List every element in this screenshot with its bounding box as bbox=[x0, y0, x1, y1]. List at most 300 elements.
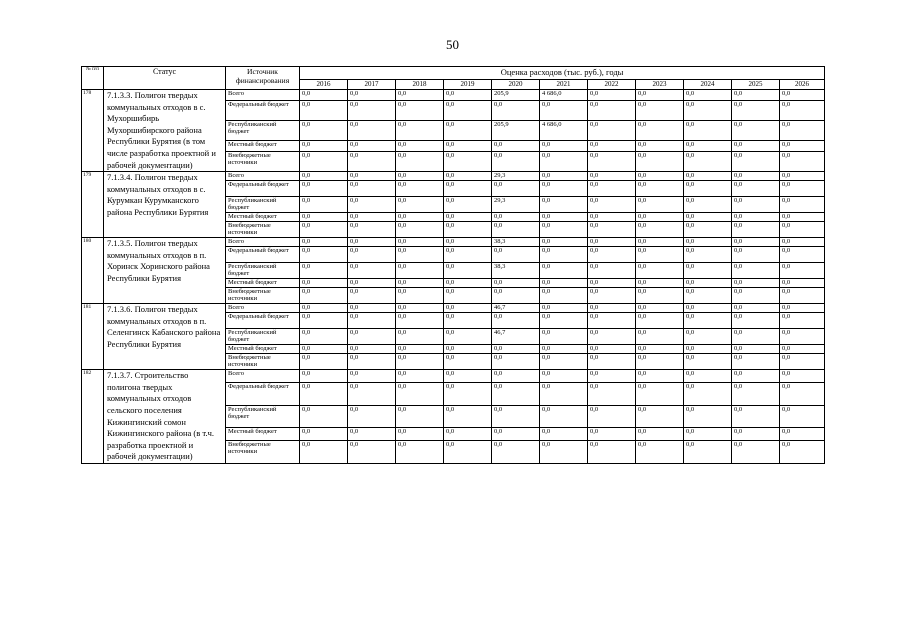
header-year: 2016 bbox=[300, 80, 348, 90]
value-cell: 0,0 bbox=[732, 152, 780, 172]
value-cell: 0,0 bbox=[588, 238, 636, 247]
value-cell: 0,0 bbox=[684, 213, 732, 222]
source-cell: Всего bbox=[226, 238, 300, 247]
value-cell: 0,0 bbox=[540, 263, 588, 279]
value-cell: 0,0 bbox=[732, 428, 780, 441]
value-cell: 0,0 bbox=[300, 382, 348, 405]
value-cell: 0,0 bbox=[492, 313, 540, 329]
value-cell: 0,0 bbox=[444, 304, 492, 313]
value-cell: 0,0 bbox=[396, 141, 444, 152]
value-cell: 0,0 bbox=[492, 181, 540, 197]
value-cell: 0,0 bbox=[588, 329, 636, 345]
value-cell: 0,0 bbox=[540, 288, 588, 304]
value-cell: 0,0 bbox=[396, 197, 444, 213]
value-cell: 0,0 bbox=[540, 222, 588, 238]
value-cell: 0,0 bbox=[684, 197, 732, 213]
value-cell: 0,0 bbox=[636, 181, 684, 197]
table-row bbox=[82, 304, 825, 313]
value-cell: 0,0 bbox=[396, 405, 444, 428]
value-cell: 0,0 bbox=[540, 213, 588, 222]
value-cell: 0,0 bbox=[780, 152, 825, 172]
value-cell: 0,0 bbox=[732, 288, 780, 304]
value-cell: 0,0 bbox=[540, 313, 588, 329]
value-cell: 0,0 bbox=[684, 247, 732, 263]
value-cell: 0,0 bbox=[684, 441, 732, 464]
value-cell: 0,0 bbox=[348, 181, 396, 197]
value-cell: 0,0 bbox=[396, 441, 444, 464]
header-year: 2024 bbox=[684, 80, 732, 90]
value-cell: 0,0 bbox=[444, 101, 492, 121]
value-cell: 46,7 bbox=[492, 329, 540, 345]
value-cell: 0,0 bbox=[444, 141, 492, 152]
value-cell: 0,0 bbox=[588, 181, 636, 197]
value-cell: 0,0 bbox=[732, 222, 780, 238]
value-cell: 0,0 bbox=[588, 90, 636, 101]
value-cell: 0,0 bbox=[636, 304, 684, 313]
source-cell: Федеральный бюджет bbox=[226, 247, 300, 263]
value-cell: 0,0 bbox=[444, 238, 492, 247]
source-cell: Федеральный бюджет bbox=[226, 382, 300, 405]
value-cell: 0,0 bbox=[348, 213, 396, 222]
value-cell: 0,0 bbox=[684, 288, 732, 304]
value-cell: 0,0 bbox=[636, 313, 684, 329]
source-cell: Местный бюджет bbox=[226, 213, 300, 222]
table-row bbox=[82, 90, 825, 101]
source-cell: Внебюджетные источники bbox=[226, 441, 300, 464]
value-cell: 0,0 bbox=[588, 213, 636, 222]
value-cell: 0,0 bbox=[396, 101, 444, 121]
value-cell: 0,0 bbox=[732, 238, 780, 247]
value-cell: 0,0 bbox=[300, 222, 348, 238]
value-cell: 0,0 bbox=[588, 247, 636, 263]
value-cell: 0,0 bbox=[300, 247, 348, 263]
source-cell: Всего bbox=[226, 172, 300, 181]
value-cell: 0,0 bbox=[780, 141, 825, 152]
value-cell: 0,0 bbox=[444, 382, 492, 405]
value-cell: 0,0 bbox=[300, 354, 348, 370]
value-cell: 0,0 bbox=[684, 101, 732, 121]
value-cell: 0,0 bbox=[492, 101, 540, 121]
header-year: 2020 bbox=[492, 80, 540, 90]
value-cell: 0,0 bbox=[684, 172, 732, 181]
value-cell: 0,0 bbox=[444, 405, 492, 428]
value-cell: 0,0 bbox=[636, 329, 684, 345]
value-cell: 0,0 bbox=[636, 441, 684, 464]
page-number: 50 bbox=[446, 37, 459, 52]
header-year: 2022 bbox=[588, 80, 636, 90]
value-cell: 0,0 bbox=[732, 441, 780, 464]
header-year: 2017 bbox=[348, 80, 396, 90]
value-cell: 0,0 bbox=[300, 405, 348, 428]
value-cell: 0,0 bbox=[780, 101, 825, 121]
value-cell: 0,0 bbox=[396, 345, 444, 354]
value-cell: 0,0 bbox=[588, 152, 636, 172]
value-cell: 0,0 bbox=[444, 370, 492, 383]
value-cell: 0,0 bbox=[300, 197, 348, 213]
value-cell: 0,0 bbox=[732, 304, 780, 313]
value-cell: 0,0 bbox=[300, 141, 348, 152]
value-cell: 0,0 bbox=[780, 181, 825, 197]
value-cell: 0,0 bbox=[684, 313, 732, 329]
source-cell: Республиканский бюджет bbox=[226, 197, 300, 213]
value-cell: 0,0 bbox=[588, 354, 636, 370]
value-cell: 0,0 bbox=[732, 121, 780, 141]
value-cell: 0,0 bbox=[684, 263, 732, 279]
value-cell: 0,0 bbox=[636, 121, 684, 141]
value-cell: 0,0 bbox=[396, 222, 444, 238]
status-cell: 7.1.3.5. Полигон твердых коммунальных отходов в п. Хоринск Хоринского района Республики Бурятия bbox=[104, 238, 226, 304]
value-cell: 0,0 bbox=[732, 247, 780, 263]
value-cell: 0,0 bbox=[780, 238, 825, 247]
status-cell: 7.1.3.7. Строительство полигона твердых коммунальных отходов сельского поселения Кижингинский сомон Кижингинского района (в т.ч. разработка проектной и рабочей документации) bbox=[104, 370, 226, 464]
value-cell: 0,0 bbox=[396, 90, 444, 101]
header-status: Статус bbox=[104, 67, 226, 90]
value-cell: 0,0 bbox=[732, 197, 780, 213]
value-cell: 0,0 bbox=[636, 405, 684, 428]
value-cell: 0,0 bbox=[780, 354, 825, 370]
header-year: 2025 bbox=[732, 80, 780, 90]
value-cell: 0,0 bbox=[540, 405, 588, 428]
value-cell: 0,0 bbox=[444, 152, 492, 172]
value-cell: 0,0 bbox=[444, 279, 492, 288]
value-cell: 0,0 bbox=[348, 428, 396, 441]
value-cell: 0,0 bbox=[780, 441, 825, 464]
value-cell: 0,0 bbox=[732, 141, 780, 152]
value-cell: 0,0 bbox=[636, 197, 684, 213]
value-cell: 0,0 bbox=[540, 101, 588, 121]
source-cell: Федеральный бюджет bbox=[226, 313, 300, 329]
source-cell: Республиканский бюджет bbox=[226, 263, 300, 279]
source-cell: Местный бюджет bbox=[226, 345, 300, 354]
value-cell: 0,0 bbox=[780, 247, 825, 263]
value-cell: 0,0 bbox=[780, 263, 825, 279]
value-cell: 0,0 bbox=[300, 90, 348, 101]
value-cell: 0,0 bbox=[348, 288, 396, 304]
value-cell: 38,3 bbox=[492, 263, 540, 279]
value-cell: 0,0 bbox=[444, 313, 492, 329]
value-cell: 0,0 bbox=[684, 382, 732, 405]
source-cell: Всего bbox=[226, 370, 300, 383]
value-cell: 0,0 bbox=[348, 172, 396, 181]
value-cell: 0,0 bbox=[732, 313, 780, 329]
value-cell: 0,0 bbox=[396, 288, 444, 304]
value-cell: 0,0 bbox=[732, 279, 780, 288]
value-cell: 0,0 bbox=[396, 428, 444, 441]
row-number: 182 bbox=[82, 370, 104, 464]
status-cell: 7.1.3.6. Полигон твердых коммунальных отходов в п. Селенгинск Кабанского района Республики Бурятия bbox=[104, 304, 226, 370]
value-cell: 0,0 bbox=[588, 345, 636, 354]
value-cell: 0,0 bbox=[444, 354, 492, 370]
value-cell: 0,0 bbox=[684, 370, 732, 383]
value-cell: 0,0 bbox=[732, 354, 780, 370]
value-cell: 0,0 bbox=[540, 238, 588, 247]
header-year: 2023 bbox=[636, 80, 684, 90]
value-cell: 0,0 bbox=[300, 441, 348, 464]
value-cell: 0,0 bbox=[492, 441, 540, 464]
value-cell: 0,0 bbox=[780, 279, 825, 288]
value-cell: 0,0 bbox=[300, 313, 348, 329]
value-cell: 0,0 bbox=[588, 172, 636, 181]
value-cell: 0,0 bbox=[540, 382, 588, 405]
value-cell: 0,0 bbox=[444, 263, 492, 279]
value-cell: 0,0 bbox=[636, 354, 684, 370]
value-cell: 0,0 bbox=[444, 345, 492, 354]
value-cell: 29,3 bbox=[492, 197, 540, 213]
value-cell: 0,0 bbox=[636, 152, 684, 172]
value-cell: 0,0 bbox=[636, 247, 684, 263]
value-cell: 0,0 bbox=[300, 304, 348, 313]
value-cell: 0,0 bbox=[396, 247, 444, 263]
value-cell: 0,0 bbox=[300, 288, 348, 304]
header-year: 2019 bbox=[444, 80, 492, 90]
row-number: 178 bbox=[82, 90, 104, 172]
value-cell: 0,0 bbox=[396, 152, 444, 172]
value-cell: 0,0 bbox=[540, 279, 588, 288]
value-cell: 0,0 bbox=[588, 304, 636, 313]
value-cell: 0,0 bbox=[492, 279, 540, 288]
source-cell: Местный бюджет bbox=[226, 428, 300, 441]
value-cell: 0,0 bbox=[348, 279, 396, 288]
table-body bbox=[82, 90, 825, 464]
value-cell: 0,0 bbox=[348, 263, 396, 279]
value-cell: 0,0 bbox=[492, 370, 540, 383]
table-row bbox=[82, 370, 825, 383]
value-cell: 0,0 bbox=[492, 152, 540, 172]
header-num: № п/п bbox=[82, 67, 104, 90]
value-cell: 0,0 bbox=[396, 382, 444, 405]
value-cell: 0,0 bbox=[588, 279, 636, 288]
value-cell: 0,0 bbox=[300, 428, 348, 441]
value-cell: 0,0 bbox=[348, 247, 396, 263]
value-cell: 4 686,0 bbox=[540, 121, 588, 141]
value-cell: 0,0 bbox=[780, 313, 825, 329]
value-cell: 0,0 bbox=[588, 313, 636, 329]
value-cell: 0,0 bbox=[684, 428, 732, 441]
value-cell: 0,0 bbox=[300, 238, 348, 247]
row-number: 179 bbox=[82, 172, 104, 238]
value-cell: 0,0 bbox=[540, 354, 588, 370]
value-cell: 0,0 bbox=[348, 101, 396, 121]
value-cell: 0,0 bbox=[348, 121, 396, 141]
value-cell: 0,0 bbox=[348, 197, 396, 213]
value-cell: 0,0 bbox=[540, 172, 588, 181]
status-cell: 7.1.3.3. Полигон твердых коммунальных отходов в с. Мухоршибирь Мухоршибирского района Республики Бурятия (в том числе разработка проектной и рабочей документации) bbox=[104, 90, 226, 172]
value-cell: 0,0 bbox=[636, 279, 684, 288]
value-cell: 0,0 bbox=[540, 197, 588, 213]
value-cell: 29,3 bbox=[492, 172, 540, 181]
value-cell: 0,0 bbox=[444, 428, 492, 441]
value-cell: 0,0 bbox=[732, 213, 780, 222]
source-cell: Местный бюджет bbox=[226, 141, 300, 152]
value-cell: 0,0 bbox=[732, 181, 780, 197]
value-cell: 0,0 bbox=[588, 370, 636, 383]
value-cell: 0,0 bbox=[636, 90, 684, 101]
value-cell: 0,0 bbox=[300, 101, 348, 121]
value-cell: 0,0 bbox=[348, 313, 396, 329]
header-title: Оценка расходов (тыс. руб.), годы bbox=[300, 67, 825, 80]
value-cell: 0,0 bbox=[492, 382, 540, 405]
value-cell: 0,0 bbox=[636, 382, 684, 405]
value-cell: 0,0 bbox=[780, 345, 825, 354]
value-cell: 0,0 bbox=[444, 441, 492, 464]
value-cell: 0,0 bbox=[540, 441, 588, 464]
value-cell: 0,0 bbox=[540, 329, 588, 345]
value-cell: 0,0 bbox=[300, 121, 348, 141]
value-cell: 0,0 bbox=[300, 152, 348, 172]
value-cell: 0,0 bbox=[684, 90, 732, 101]
value-cell: 0,0 bbox=[684, 345, 732, 354]
value-cell: 205,9 bbox=[492, 90, 540, 101]
value-cell: 0,0 bbox=[780, 121, 825, 141]
value-cell: 0,0 bbox=[444, 181, 492, 197]
value-cell: 0,0 bbox=[636, 370, 684, 383]
value-cell: 0,0 bbox=[684, 354, 732, 370]
value-cell: 0,0 bbox=[636, 428, 684, 441]
value-cell: 0,0 bbox=[588, 197, 636, 213]
value-cell: 0,0 bbox=[732, 370, 780, 383]
value-cell: 0,0 bbox=[348, 222, 396, 238]
value-cell: 0,0 bbox=[300, 345, 348, 354]
status-cell: 7.1.3.4. Полигон твердых коммунальных отходов в с. Курумкан Курумканского района Республики Бурятия bbox=[104, 172, 226, 238]
value-cell: 0,0 bbox=[780, 304, 825, 313]
value-cell: 0,0 bbox=[684, 152, 732, 172]
value-cell: 0,0 bbox=[636, 222, 684, 238]
value-cell: 0,0 bbox=[348, 354, 396, 370]
value-cell: 0,0 bbox=[540, 141, 588, 152]
value-cell: 0,0 bbox=[684, 238, 732, 247]
table-row bbox=[82, 238, 825, 247]
value-cell: 0,0 bbox=[540, 152, 588, 172]
value-cell: 0,0 bbox=[588, 428, 636, 441]
value-cell: 0,0 bbox=[684, 121, 732, 141]
source-cell: Всего bbox=[226, 90, 300, 101]
row-number: 181 bbox=[82, 304, 104, 370]
value-cell: 0,0 bbox=[684, 279, 732, 288]
value-cell: 0,0 bbox=[540, 304, 588, 313]
value-cell: 0,0 bbox=[780, 213, 825, 222]
value-cell: 0,0 bbox=[348, 90, 396, 101]
value-cell: 205,9 bbox=[492, 121, 540, 141]
value-cell: 0,0 bbox=[780, 370, 825, 383]
value-cell: 0,0 bbox=[636, 172, 684, 181]
source-cell: Местный бюджет bbox=[226, 279, 300, 288]
value-cell: 0,0 bbox=[396, 181, 444, 197]
value-cell: 0,0 bbox=[396, 313, 444, 329]
value-cell: 0,0 bbox=[588, 101, 636, 121]
value-cell: 0,0 bbox=[636, 263, 684, 279]
value-cell: 0,0 bbox=[780, 222, 825, 238]
source-cell: Республиканский бюджет bbox=[226, 405, 300, 428]
source-cell: Внебюджетные источники bbox=[226, 222, 300, 238]
value-cell: 0,0 bbox=[396, 354, 444, 370]
value-cell: 0,0 bbox=[492, 428, 540, 441]
source-cell: Республиканский бюджет bbox=[226, 329, 300, 345]
value-cell: 0,0 bbox=[780, 382, 825, 405]
value-cell: 0,0 bbox=[588, 141, 636, 152]
value-cell: 0,0 bbox=[300, 172, 348, 181]
row-number: 180 bbox=[82, 238, 104, 304]
value-cell: 0,0 bbox=[684, 141, 732, 152]
value-cell: 0,0 bbox=[348, 304, 396, 313]
value-cell: 0,0 bbox=[636, 288, 684, 304]
value-cell: 0,0 bbox=[348, 238, 396, 247]
value-cell: 0,0 bbox=[444, 172, 492, 181]
value-cell: 0,0 bbox=[732, 263, 780, 279]
value-cell: 0,0 bbox=[444, 121, 492, 141]
value-cell: 0,0 bbox=[492, 141, 540, 152]
value-cell: 0,0 bbox=[732, 90, 780, 101]
value-cell: 46,7 bbox=[492, 304, 540, 313]
value-cell: 0,0 bbox=[348, 329, 396, 345]
value-cell: 0,0 bbox=[492, 222, 540, 238]
source-cell: Внебюджетные источники bbox=[226, 354, 300, 370]
value-cell: 0,0 bbox=[492, 247, 540, 263]
value-cell: 0,0 bbox=[492, 213, 540, 222]
value-cell: 0,0 bbox=[348, 382, 396, 405]
value-cell: 0,0 bbox=[636, 345, 684, 354]
value-cell: 0,0 bbox=[444, 197, 492, 213]
value-cell: 0,0 bbox=[492, 288, 540, 304]
value-cell: 0,0 bbox=[588, 222, 636, 238]
value-cell: 0,0 bbox=[780, 172, 825, 181]
value-cell: 0,0 bbox=[588, 405, 636, 428]
value-cell: 0,0 bbox=[396, 370, 444, 383]
value-cell: 0,0 bbox=[588, 121, 636, 141]
value-cell: 0,0 bbox=[780, 405, 825, 428]
value-cell: 0,0 bbox=[348, 345, 396, 354]
value-cell: 0,0 bbox=[540, 181, 588, 197]
source-cell: Внебюджетные источники bbox=[226, 152, 300, 172]
value-cell: 0,0 bbox=[396, 304, 444, 313]
source-cell: Федеральный бюджет bbox=[226, 101, 300, 121]
value-cell: 0,0 bbox=[300, 263, 348, 279]
source-cell: Внебюджетные источники bbox=[226, 288, 300, 304]
value-cell: 0,0 bbox=[396, 279, 444, 288]
header-year: 2021 bbox=[540, 80, 588, 90]
value-cell: 4 686,0 bbox=[540, 90, 588, 101]
value-cell: 0,0 bbox=[396, 329, 444, 345]
source-cell: Всего bbox=[226, 304, 300, 313]
value-cell: 0,0 bbox=[588, 263, 636, 279]
value-cell: 0,0 bbox=[492, 345, 540, 354]
source-cell: Республиканский бюджет bbox=[226, 121, 300, 141]
expenses-table bbox=[81, 66, 825, 464]
value-cell: 38,3 bbox=[492, 238, 540, 247]
value-cell: 0,0 bbox=[636, 141, 684, 152]
value-cell: 0,0 bbox=[396, 172, 444, 181]
header-source: Источник финансирования bbox=[226, 67, 300, 90]
value-cell: 0,0 bbox=[444, 247, 492, 263]
value-cell: 0,0 bbox=[732, 172, 780, 181]
value-cell: 0,0 bbox=[396, 121, 444, 141]
value-cell: 0,0 bbox=[444, 222, 492, 238]
value-cell: 0,0 bbox=[732, 382, 780, 405]
value-cell: 0,0 bbox=[684, 329, 732, 345]
value-cell: 0,0 bbox=[780, 197, 825, 213]
value-cell: 0,0 bbox=[300, 181, 348, 197]
value-cell: 0,0 bbox=[588, 288, 636, 304]
value-cell: 0,0 bbox=[588, 382, 636, 405]
value-cell: 0,0 bbox=[300, 370, 348, 383]
value-cell: 0,0 bbox=[732, 405, 780, 428]
value-cell: 0,0 bbox=[684, 222, 732, 238]
value-cell: 0,0 bbox=[300, 213, 348, 222]
value-cell: 0,0 bbox=[540, 428, 588, 441]
value-cell: 0,0 bbox=[348, 152, 396, 172]
header-year: 2026 bbox=[780, 80, 825, 90]
value-cell: 0,0 bbox=[444, 213, 492, 222]
value-cell: 0,0 bbox=[540, 345, 588, 354]
